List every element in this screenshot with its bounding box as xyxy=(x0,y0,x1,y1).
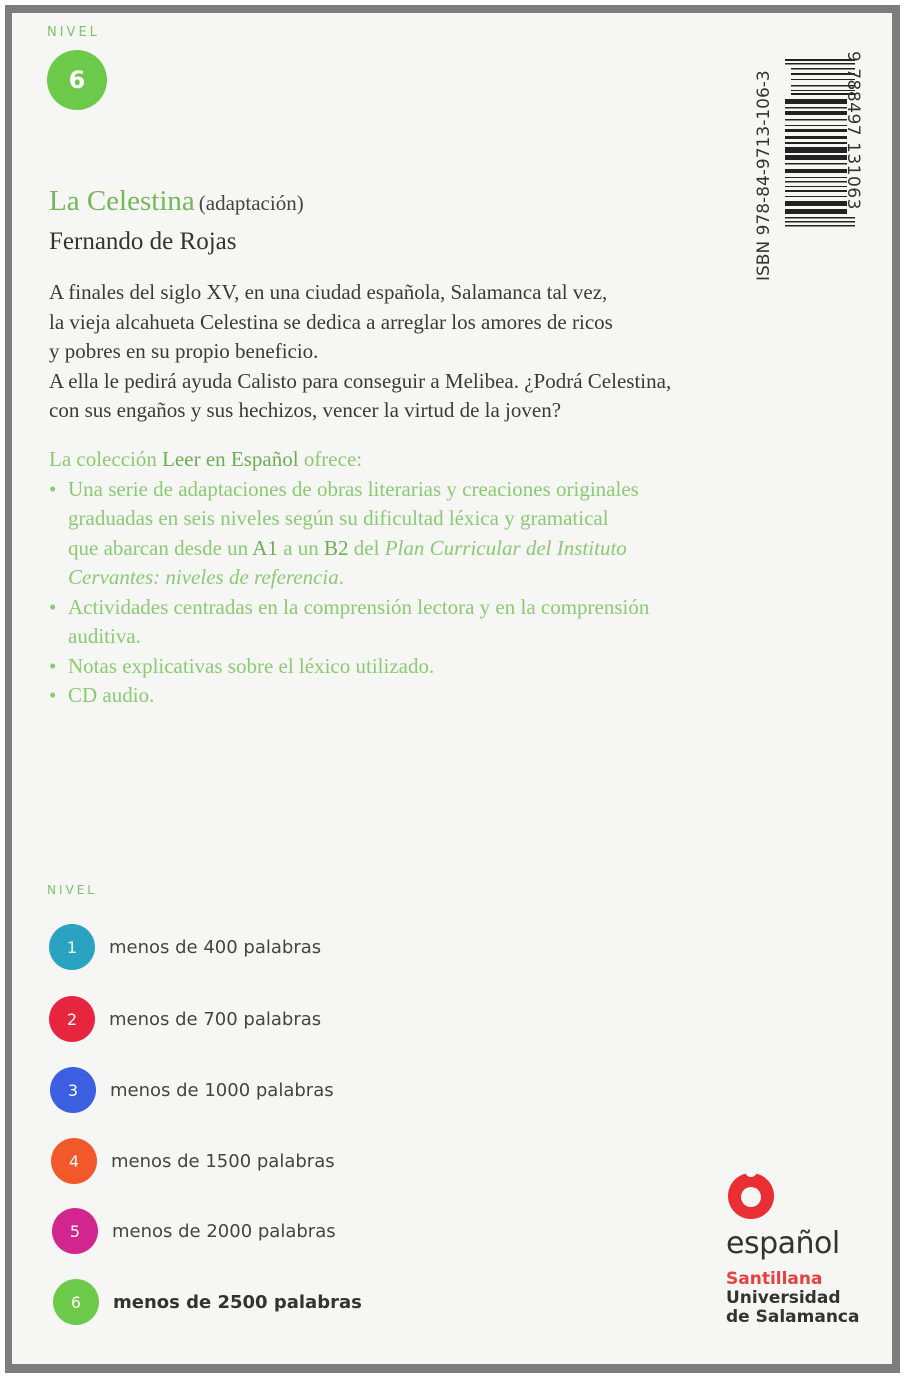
book-title-line xyxy=(49,185,304,218)
level-2-badge: 2 xyxy=(49,996,95,1042)
back-cover-page xyxy=(12,13,892,1364)
feature-text: graduadas en seis niveles según su dificultad léxica y gramatical xyxy=(68,506,609,530)
levels-label: NIVEL xyxy=(47,883,97,897)
collection-features-list xyxy=(49,475,739,711)
level-6-text: menos de 2500 palabras xyxy=(113,1291,362,1313)
feature-text: auditiva. xyxy=(68,624,141,648)
feature-text: Notas explicativas sobre el léxico utilizado. xyxy=(68,653,435,678)
isbn-barcode xyxy=(749,51,869,281)
feature-text: del xyxy=(348,535,385,560)
feature-item xyxy=(49,475,739,593)
synopsis-line: la vieja alcahueta Celestina se dedica a arreglar los amores de ricos xyxy=(49,309,613,334)
plan-curricular-title: Cervantes: niveles de referencia xyxy=(68,565,339,589)
book-title: La Celestina xyxy=(49,185,195,217)
level-item xyxy=(50,1068,334,1112)
publisher-brand: español xyxy=(726,1226,840,1261)
level-item xyxy=(53,1280,362,1324)
plan-curricular-title: Plan Curricular del Instituto xyxy=(384,535,627,560)
level-item xyxy=(49,925,321,969)
feature-text: que abarcan desde un xyxy=(68,535,253,560)
level-item xyxy=(49,997,321,1041)
feature-text: CD audio. xyxy=(68,683,155,707)
level-item xyxy=(51,1139,335,1183)
feature-item xyxy=(49,652,739,682)
level-1-text: menos de 400 palabras xyxy=(109,936,322,958)
publisher-universidad: Universidad xyxy=(726,1288,841,1308)
publisher-santillana: Santillana xyxy=(726,1269,823,1289)
level-6-badge: 6 xyxy=(53,1279,99,1325)
level-3-text: menos de 1000 palabras xyxy=(110,1079,334,1101)
level-item xyxy=(52,1209,336,1253)
espanol-ring-logo-icon xyxy=(726,1170,776,1220)
collection-intro-prefix: La colección xyxy=(49,447,163,471)
level-3-badge: 3 xyxy=(50,1067,96,1113)
synopsis xyxy=(49,278,729,426)
collection-intro xyxy=(49,445,739,475)
level-badge: 6 xyxy=(47,50,107,110)
book-author: Fernando de Rojas xyxy=(49,228,237,255)
level-label: NIVEL xyxy=(47,25,100,40)
feature-text: . xyxy=(338,565,345,589)
feature-text: Una serie de adaptaciones de obras literarias y creaciones originales xyxy=(68,476,639,501)
book-title-note: (adaptación) xyxy=(198,191,304,215)
feature-text: a un xyxy=(277,535,325,560)
synopsis-line: A finales del siglo XV, en una ciudad española, Salamanca tal vez, xyxy=(49,280,608,304)
level-4-badge: 4 xyxy=(51,1138,97,1184)
feature-item xyxy=(49,681,739,711)
isbn-label: ISBN 978-84-9713-106-3 xyxy=(754,70,774,281)
collection-description xyxy=(49,445,739,711)
isbn-digits: 9 788497 131063 xyxy=(843,51,863,210)
level-b2: B2 xyxy=(324,535,349,560)
level-5-badge: 5 xyxy=(52,1208,98,1254)
level-1-badge: 1 xyxy=(49,924,95,970)
feature-text: Actividades centradas en la comprensión lectora y en la comprensión xyxy=(68,594,650,619)
publisher-salamanca: de Salamanca xyxy=(726,1307,860,1327)
feature-item xyxy=(49,593,739,652)
collection-name: Leer en Español xyxy=(162,447,299,471)
level-a1: A1 xyxy=(252,535,278,560)
level-4-text: menos de 1500 palabras xyxy=(111,1150,335,1172)
level-5-text: menos de 2000 palabras xyxy=(112,1220,336,1242)
level-2-text: menos de 700 palabras xyxy=(109,1008,322,1030)
synopsis-line: y pobres en su propio beneficio. xyxy=(49,339,319,363)
synopsis-line: con sus engaños y sus hechizos, vencer la virtud de la joven? xyxy=(49,398,562,422)
collection-intro-suffix: ofrece: xyxy=(298,447,363,471)
synopsis-line: A ella le pedirá ayuda Calisto para conseguir a Melibea. ¿Podrá Celestina, xyxy=(49,368,672,393)
